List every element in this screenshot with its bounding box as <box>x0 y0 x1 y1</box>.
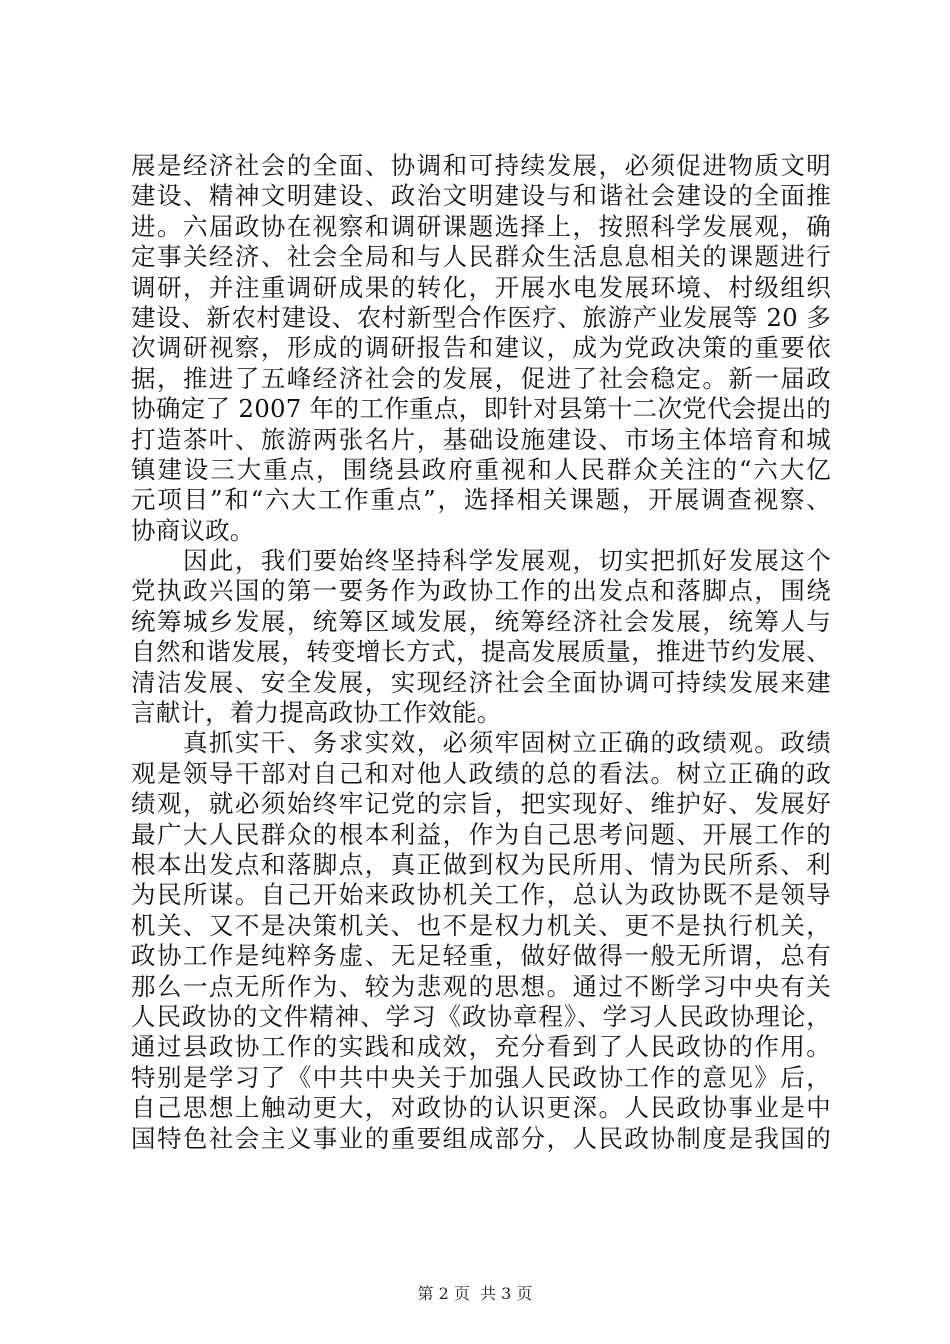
text-line: 政协工作是纯粹务虚、无足轻重，做好做得一般无所谓，总有 <box>131 941 831 971</box>
text-line: 言献计，着力提高政协工作效能。 <box>131 698 502 728</box>
text-line: 定事关经济、社会全局和与人民群众生活息息相关的课题进行 <box>131 242 831 272</box>
text-line: 因此，我们要始终坚持科学发展观，切实把抓好发展这个 <box>131 546 831 576</box>
body-text <box>131 151 831 1154</box>
text-line: 镇建设三大重点，围绕县政府重视和人民群众关注的“六大亿 <box>131 454 831 484</box>
text-line: 观是领导干部对自己和对他人政绩的总的看法。树立正确的政 <box>131 758 831 788</box>
text-line: 那么一点无所作为、较为悲观的思想。通过不断学习中央有关 <box>131 971 831 1001</box>
text-line: 进。六届政协在视察和调研课题选择上，按照科学发展观，确 <box>131 211 831 241</box>
text-line: 统筹城乡发展，统筹区域发展，统筹经济社会发展，统筹人与 <box>131 606 831 636</box>
text-line: 自然和谐发展，转变增长方式，提高发展质量，推进节约发展、 <box>131 637 831 667</box>
text-line: 次调研视察，形成的调研报告和建议，成为党政决策的重要依 <box>131 333 831 363</box>
text-line: 党执政兴国的第一要务作为政协工作的出发点和落脚点，围绕 <box>131 576 831 606</box>
text-line: 真抓实干、务求实效，必须牢固树立正确的政绩观。政绩 <box>131 728 831 758</box>
text-line: 机关、又不是决策机关、也不是权力机关、更不是执行机关， <box>131 910 831 940</box>
text-line: 人民政协的文件精神、学习《政协章程》、学习人民政协理论， <box>131 1001 831 1031</box>
page-footer: 第 2 页 共 3 页 <box>417 1284 533 1303</box>
text-line: 为民所谋。自己开始来政协机关工作，总认为政协既不是领导 <box>131 880 831 910</box>
text-line: 最广大人民群众的根本利益，作为自己思考问题、开展工作的 <box>131 819 831 849</box>
text-line: 国特色社会主义事业的重要组成部分，人民政协制度是我国的 <box>131 1123 831 1153</box>
text-line: 打造茶叶、旅游两张名片，基础设施建设、市场主体培育和城 <box>131 424 831 454</box>
text-line: 据，推进了五峰经济社会的发展，促进了社会稳定。新一届政 <box>131 363 831 393</box>
text-line: 通过县政协工作的实践和成效，充分看到了人民政协的作用。 <box>131 1032 831 1062</box>
text-line: 清洁发展、安全发展，实现经济社会全面协调可持续发展来建 <box>131 667 831 697</box>
text-line: 绩观，就必须始终牢记党的宗旨，把实现好、维护好、发展好 <box>131 789 831 819</box>
text-line: 协确定了 2007 年的工作重点，即针对县第十二次党代会提出的 <box>131 394 831 424</box>
text-line: 建设、新农村建设、农村新型合作医疗、旅游产业发展等 20 多 <box>131 302 831 332</box>
text-line: 协商议政。 <box>131 515 255 545</box>
text-line: 建设、精神文明建设、政治文明建设与和谐社会建设的全面推 <box>131 181 831 211</box>
text-line: 特别是学习了《中共中央关于加强人民政协工作的意见》后， <box>131 1062 831 1092</box>
text-line: 展是经济社会的全面、协调和可持续发展，必须促进物质文明 <box>131 151 831 180</box>
text-line: 自己思想上触动更大，对政协的认识更深。人民政协事业是中 <box>131 1093 831 1123</box>
text-line: 调研，并注重调研成果的转化，开展水电发展环境、村级组织 <box>131 272 831 302</box>
text-line: 元项目”和“六大工作重点”，选择相关课题，开展调查视察、 <box>131 485 831 515</box>
text-line: 根本出发点和落脚点，真正做到权为民所用、情为民所系、利 <box>131 849 831 879</box>
